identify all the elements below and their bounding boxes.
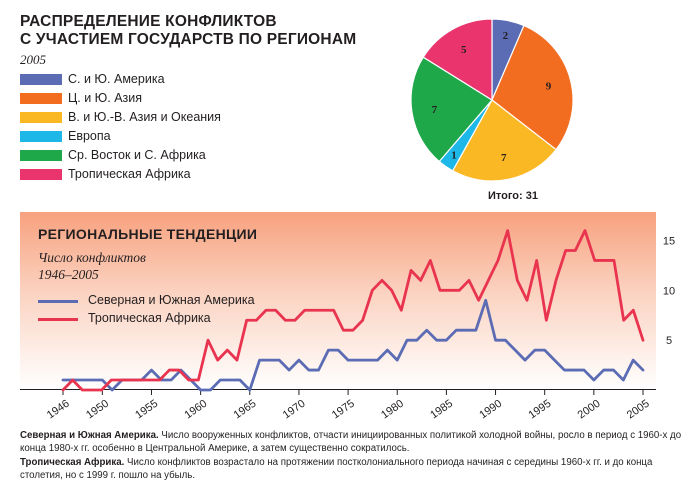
pie-title-line2: С УЧАСТИЕМ ГОСУДАРСТВ ПО РЕГИОНАМ [20, 31, 357, 48]
x-tick-label: 1965 [231, 397, 259, 422]
pie-legend-label: Европа [68, 129, 111, 143]
pie-legend-label: Тропическая Африка [68, 167, 191, 181]
pie-legend-label: Ц. и Ю. Азия [68, 91, 143, 105]
x-tick-label: 1985 [428, 397, 456, 422]
x-tick-label: 1950 [84, 397, 112, 422]
x-tick-label: 1980 [379, 397, 406, 422]
pie-slice-label: 7 [500, 152, 507, 165]
x-tick-label: 2005 [624, 397, 652, 422]
pie-legend-swatch [20, 74, 62, 85]
pie-chart-title [20, 13, 400, 49]
y-tick-label: 10 [662, 285, 676, 298]
pie-slice-label: 5 [460, 44, 467, 57]
pie-legend-swatch [20, 150, 62, 161]
pie-legend-label: Ср. Восток и С. Африка [68, 148, 206, 162]
pie-legend-swatch [20, 112, 62, 123]
x-tick-label: 1955 [133, 397, 161, 422]
pie-slice-label: 7 [431, 103, 438, 116]
line-legend-swatch [38, 318, 78, 321]
line-chart-title: РЕГИОНАЛЬНЫЕ ТЕНДЕНЦИИ [38, 226, 258, 242]
line-legend-label: Северная и Южная Америка [88, 293, 255, 307]
pie-legend-label: С. и Ю. Америка [68, 72, 165, 86]
pie-slice-label: 2 [502, 29, 509, 42]
pie-legend-swatch [20, 169, 62, 180]
pie-total: Итого: 31 [488, 190, 538, 202]
caption-paragraph-africa [20, 456, 692, 483]
caption-heading-americas: Северная и Южная Америка. [20, 430, 159, 441]
y-tick-label: 15 [662, 235, 676, 248]
x-tick-label: 1970 [280, 397, 308, 422]
line-legend-swatch [38, 300, 78, 303]
pie-legend-swatch [20, 131, 62, 142]
pie-slice-label: 1 [451, 149, 457, 162]
pie-year: 2005 [20, 52, 46, 67]
x-tick-label: 1990 [477, 397, 505, 422]
pie-title-line1: РАСПРЕДЕЛЕНИЕ КОНФЛИКТОВ [20, 13, 277, 30]
caption-heading-africa: Тропическая Африка. [20, 456, 125, 468]
y-tick-label: 5 [665, 335, 673, 348]
x-tick-label: 1946 [44, 397, 72, 422]
caption-text-africa: Число конфликтов возрастало на протяжении постколониального периода начиная с середины 1960-х гг. и до конца столетия, но с 1999 г. пошло на убыль. [20, 456, 653, 481]
x-tick-label: 2000 [575, 397, 603, 422]
pie-legend-swatch [20, 93, 62, 104]
pie-slice-label: 9 [545, 80, 552, 93]
x-tick-label: 1960 [182, 397, 210, 422]
line-chart-subtitle: Число конфликтов 1946–2005 [38, 250, 146, 282]
pie-chart [410, 16, 582, 181]
x-tick-label: 1975 [329, 397, 357, 422]
caption [20, 429, 692, 482]
pie-legend-label: В. и Ю.-В. Азия и Океания [68, 110, 221, 124]
line-legend-label: Тропическая Африка [88, 311, 211, 325]
x-tick-label: 1995 [526, 397, 554, 422]
caption-text-americas: Число вооруженных конфликтов, отчасти инициированных политикой холодной войны, росло в период с 1960-х до конца 1980-х гг. особенно в Центральной Америке, а затем существенно сократилось. [20, 430, 682, 455]
caption-paragraph-americas [20, 429, 692, 456]
